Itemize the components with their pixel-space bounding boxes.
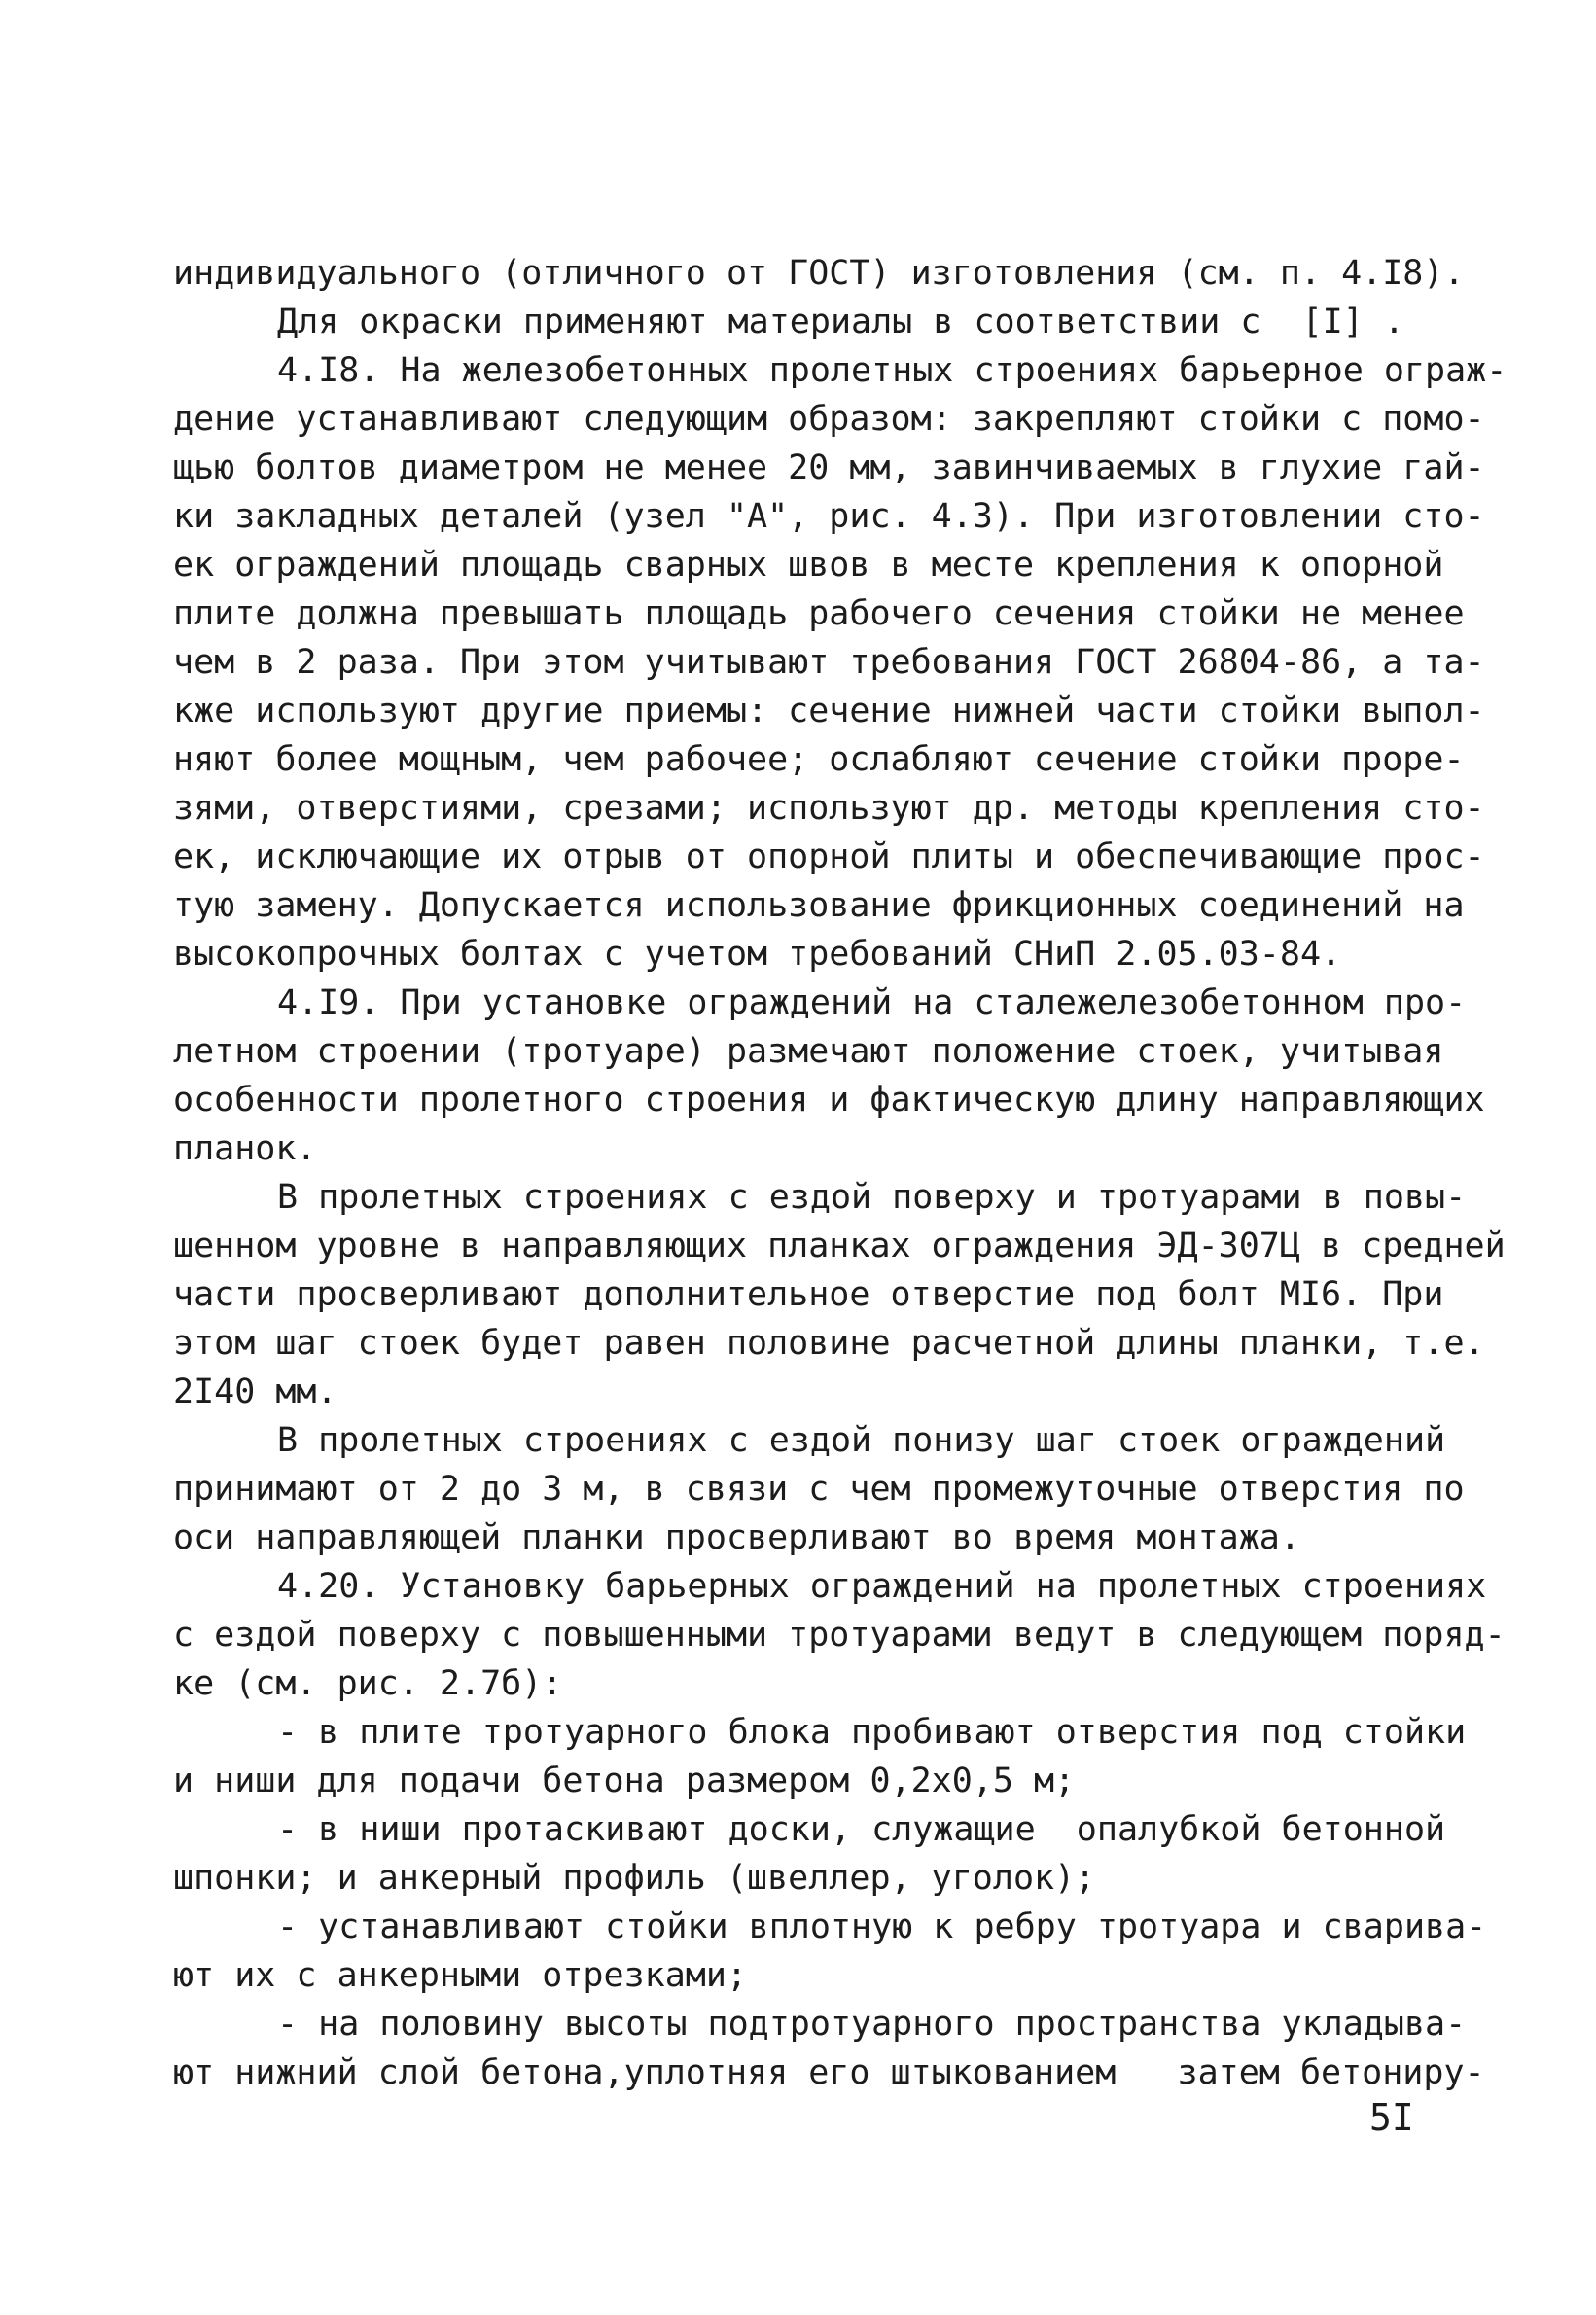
text-line: части просверливают дополнительное отверстие под болт МI6. При — [173, 1275, 1444, 1314]
text-line: щью болтов диаметром не менее 20 мм, завинчиваемых в глухие гай- — [173, 448, 1485, 487]
text-line: ек ограждений площадь сварных швов в месте крепления к опорной — [173, 546, 1444, 585]
text-line: с ездой поверху с повышенными тротуарами ведут в следующем поряд- — [173, 1616, 1506, 1655]
text-line: шпонки; и анкерный профиль (швеллер, уголок); — [173, 1859, 1096, 1898]
text-line: особенности пролетного строения и фактическую длину направляющих — [173, 1081, 1485, 1120]
text-line: ке (см. рис. 2.7б): — [173, 1664, 563, 1703]
text-line: планок. — [173, 1129, 317, 1168]
text-line: летном строении (тротуаре) размечают положение стоек, учитывая — [173, 1032, 1444, 1071]
text-line: индивидуального (отличного от ГОСТ) изготовления (см. п. 4.I8). — [173, 254, 1465, 293]
text-line: оси направляющей планки просверливают во время монтажа. — [173, 1518, 1300, 1557]
text-line: и ниши для подачи бетона размером 0,2х0,5 м; — [173, 1762, 1076, 1800]
text-line: зями, отверстиями, срезами; используют др. методы крепления сто- — [173, 789, 1485, 828]
text-line: ют нижний слой бетона,уплотняя его штыкованием затем бетониру- — [173, 2053, 1485, 2092]
page-number: 5I — [1369, 2096, 1414, 2139]
text-line: чем в 2 раза. При этом учитывают требования ГОСТ 26804-86, а та- — [173, 643, 1485, 682]
text-line: ки закладных деталей (узел "А", рис. 4.3). При изготовлении сто- — [173, 497, 1485, 536]
text-line: 4.I9. При установке ограждений на сталежелезобетонном про- — [277, 983, 1467, 1022]
text-line: высокопрочных болтах с учетом требований СНиП 2.05.03-84. — [173, 935, 1342, 974]
text-line: дение устанавливают следующим образом: закрепляют стойки с помо- — [173, 400, 1485, 439]
text-line: этом шаг стоек будет равен половине расчетной длины планки, т.е. — [173, 1324, 1485, 1363]
text-line: В пролетных строениях с ездой поверху и тротуарами в повы- — [277, 1178, 1467, 1217]
text-line: плите должна превышать площадь рабочего сечения стойки не менее — [173, 594, 1465, 633]
text-line: В пролетных строениях с ездой понизу шаг стоек ограждений — [277, 1421, 1446, 1460]
text-line: кже используют другие приемы: сечение нижней части стойки выпол- — [173, 692, 1485, 730]
text-line: няют более мощным, чем рабочее; ослабляют сечение стойки проре- — [173, 740, 1465, 779]
text-line: - в плите тротуарного блока пробивают отверстия под стойки — [277, 1713, 1467, 1752]
text-line: тую замену. Допускается использование фрикционных соединений на — [173, 886, 1465, 925]
text-line: - на половину высоты подтротуарного пространства укладыва- — [277, 2005, 1467, 2044]
text-line: шенном уровне в направляющих планках ограждения ЭД-307Ц в средней — [173, 1227, 1506, 1265]
text-line: ек, исключающие их отрыв от опорной плиты и обеспечивающие прос- — [173, 837, 1485, 876]
text-line: Для окраски применяют материалы в соответствии с [I] . — [277, 303, 1404, 341]
text-line: 4.I8. На железобетонных пролетных строениях барьерное ограж- — [277, 351, 1507, 390]
text-line: 4.20. Установку барьерных ограждений на пролетных строениях — [277, 1567, 1487, 1606]
text-line: 2I40 мм. — [173, 1372, 337, 1411]
text-line: - устанавливают стойки вплотную к ребру тротуара и сварива- — [277, 1907, 1487, 1946]
text-line: - в ниши протаскивают доски, служащие опалубкой бетонной — [277, 1810, 1446, 1849]
text-line: ют их с анкерными отрезками; — [173, 1956, 748, 1995]
text-line: принимают от 2 до 3 м, в связи с чем промежуточные отверстия по — [173, 1470, 1465, 1509]
